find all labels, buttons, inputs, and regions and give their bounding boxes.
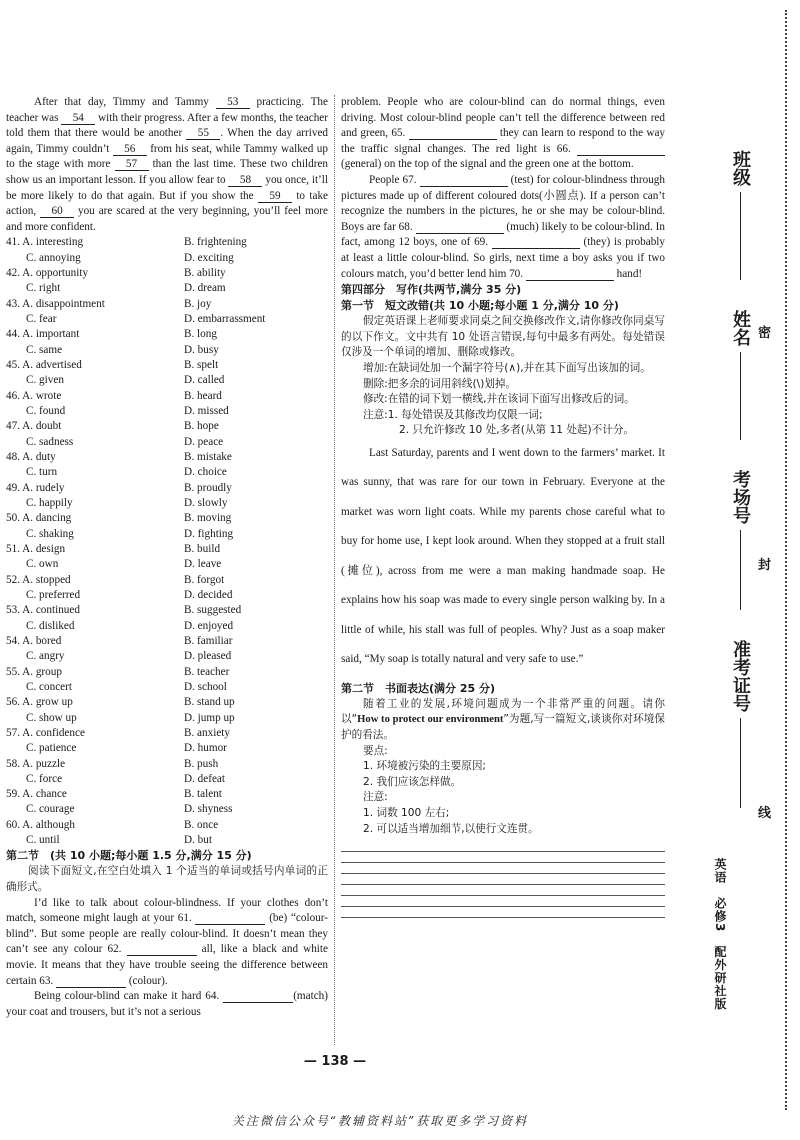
class-line[interactable] [740, 192, 741, 280]
rule-delete: 删除:把多余的词用斜线(\)划掉。 [363, 377, 517, 390]
option-b[interactable]: B. build [184, 542, 221, 555]
option-a[interactable]: 49. A. rudely [6, 481, 65, 494]
grammar-passage-p2-cont: problem. People who are colour-blind can do normal things, even driving. Most colour-blind people can’t tell the difference between red and green, 65. they can learn to respond to the way the traffic signal changes. The red light is 66. (general) on the top of the signal and the green one at the bottom. [341, 96, 666, 171]
option-row [6, 389, 328, 404]
option-row [6, 726, 328, 741]
option-row [6, 511, 328, 526]
option-row [6, 327, 328, 342]
blank-55[interactable]: 55 [186, 127, 220, 140]
option-b[interactable]: B. proudly [184, 481, 232, 494]
binding-margin [680, 0, 800, 1140]
grammar-passage-p3: People 67. (test) for colour-blindness through pictures made up of different coloured dots(小圆点). If a person can’t recognize the numbers in the pictures, he or she may be colour-blind. Boys are far 68. (much) likely to be colour-blind. In fact, among 12 boys, one of 69. (they) is probably at least a little colour-blind. So girls, next time a boy asks you if two colours match, you’d better lend him 70. hand! [341, 173, 666, 280]
option-a[interactable]: 57. A. confidence [6, 726, 85, 739]
option-row [6, 312, 328, 327]
option-row [6, 573, 328, 588]
option-c[interactable]: C. show up [26, 711, 77, 724]
note-b: 2. 可以适当增加细节,以使行文连贯。 [363, 822, 539, 835]
option-b[interactable]: B. stand up [184, 696, 235, 709]
ticket-label: 准考证号 [730, 640, 751, 712]
grammar-passage-p1: I’d like to talk about colour-blindness. If your clothes don’t match, someone might laugh at your 61. (be) “colour-blind”. But some people are really colour-blind. It doesn’t mean they can’t see any colour 62. all, like a black and white movie. It means that they have trouble seeing the difference between certain 63. (colour). [6, 896, 328, 987]
option-b[interactable]: B. long [184, 328, 217, 341]
option-d[interactable]: D. enjoyed [184, 619, 234, 632]
option-a[interactable]: 41. A. interesting [6, 236, 84, 249]
page-number: — 138 — [303, 1054, 367, 1069]
option-b[interactable]: B. once [184, 818, 219, 831]
option-row [6, 588, 328, 603]
option-row [6, 373, 328, 388]
option-c[interactable]: C. right [26, 282, 61, 295]
option-c[interactable]: C. sadness [26, 435, 74, 448]
option-d[interactable]: D. humor [184, 742, 227, 755]
room-label: 考场号 [730, 470, 751, 524]
option-row [6, 450, 328, 465]
option-row [6, 680, 328, 695]
option-row [6, 634, 328, 649]
option-d[interactable]: D. but [184, 834, 212, 847]
option-d[interactable]: D. choice [184, 466, 227, 479]
blank-70[interactable] [526, 268, 614, 281]
option-c[interactable]: C. own [26, 558, 59, 571]
blank-57[interactable]: 57 [115, 158, 149, 171]
option-b[interactable]: B. anxiety [184, 726, 230, 739]
option-row [6, 818, 328, 833]
ticket-field[interactable] [710, 640, 770, 808]
ticket-line[interactable] [740, 718, 741, 808]
option-row [6, 419, 328, 434]
option-row [6, 343, 328, 358]
right-column [341, 95, 665, 918]
option-row [6, 542, 328, 557]
answer-line[interactable] [341, 874, 665, 885]
option-c[interactable]: C. same [26, 343, 63, 356]
option-d[interactable]: D. slowly [184, 496, 228, 509]
binding-dotted-line [785, 10, 787, 1110]
option-d[interactable]: D. fighting [184, 527, 234, 540]
footer-note: 关注微信公众号“教辅资料站”获取更多学习资料 [231, 1114, 529, 1128]
option-b[interactable]: B. mistake [184, 450, 232, 463]
blank-66[interactable] [577, 143, 665, 156]
error-correction-essay[interactable]: Last Saturday, parents and I went down to the farmers’ market. It was sunny, that was rare for our town in February. Everyone at the market was worn light coats. While my parents chose careful what to buy for home use, I kept look around. When they stopped at a fruit stall (摊位), across from me were a man making handmade soap. He explains how his soap was made to every single person walking by. In a little of while, his stall was full of peoples. Why? Just as a soap maker said, “My soap is totally natural and very safe to use.” [341, 446, 665, 666]
blank-62[interactable] [127, 943, 197, 956]
note-1: 注意:1. 每处错误及其修改均仅限一词; [363, 408, 543, 421]
answer-line[interactable] [341, 841, 665, 852]
option-c[interactable]: C. disliked [26, 619, 75, 632]
section-2-title: 第二节 (共 10 小题;每小题 1.5 分,满分 15 分) [6, 849, 252, 863]
option-row [6, 787, 328, 802]
blank-68[interactable] [416, 221, 504, 234]
option-d[interactable]: D. defeat [184, 772, 225, 785]
option-c[interactable]: C. found [26, 404, 66, 417]
option-c[interactable]: C. preferred [26, 588, 81, 601]
answer-line[interactable] [341, 896, 665, 907]
option-a[interactable]: 43. A. disappointment [6, 297, 105, 310]
option-row [6, 235, 328, 250]
section-2-instruction: 阅读下面短文,在空白处填入 1 个适当的单词或括号内单词的正确形式。 [6, 865, 328, 894]
part-4-title: 第四部分 写作(共两节,满分 35 分) [341, 283, 522, 297]
option-d[interactable]: D. embarrassment [184, 312, 266, 325]
options-list [6, 235, 328, 848]
option-a[interactable]: 46. A. wrote [6, 389, 62, 402]
option-d[interactable]: D. exciting [184, 251, 234, 264]
option-row [6, 665, 328, 680]
point-1: 1. 环境被污染的主要原因; [363, 760, 486, 773]
option-row [6, 603, 328, 618]
option-d[interactable]: D. decided [184, 588, 233, 601]
grammar-p2-cont-text: problem. People who are colour-blind can do normal things, even driving. Most colour-blind people can’t tell the difference between red and green, 65. [341, 96, 665, 140]
grammar-passage-p2-tail: (match) your coat and trousers, but it’s not a serious [6, 990, 328, 1018]
option-c[interactable]: C. annoying [26, 251, 81, 264]
option-a[interactable]: 45. A. advertised [6, 358, 82, 371]
option-a[interactable]: 55. A. group [6, 665, 62, 678]
blank-67[interactable] [420, 174, 508, 187]
option-c[interactable]: C. shaking [26, 527, 74, 540]
option-a[interactable]: 56. A. grow up [6, 696, 73, 709]
option-row [6, 695, 328, 710]
option-a[interactable]: 54. A. bored [6, 634, 62, 647]
answer-line[interactable] [341, 852, 665, 863]
option-a[interactable]: 60. A. although [6, 818, 75, 831]
option-b[interactable]: B. talent [184, 788, 222, 801]
option-row [6, 404, 328, 419]
blank-63[interactable] [56, 975, 126, 988]
rule-add: 增加:在缺词处加一个漏字符号(∧),并在其下面写出该加的词。 [363, 361, 651, 374]
option-a[interactable]: 53. A. continued [6, 604, 80, 617]
option-b[interactable]: B. joy [184, 297, 212, 310]
writing-topic: How to protect our environment [357, 714, 504, 726]
blank-54[interactable]: 54 [61, 112, 95, 125]
option-a[interactable]: 44. A. important [6, 328, 80, 341]
column-divider [334, 95, 335, 1045]
option-c[interactable]: C. force [26, 772, 63, 785]
option-c[interactable]: C. fear [26, 312, 57, 325]
option-row [6, 281, 328, 296]
option-row [6, 772, 328, 787]
option-c[interactable]: C. until [26, 834, 60, 847]
error-correction-intro: 假定英语课上老师要求同桌之间交换修改作文,请你修改你同桌写的以下作文。文中共有 10 处语言错误,每句中最多有两处。每处错误仅涉及一个单词的增加、删除或修改。 [341, 315, 665, 359]
option-a[interactable]: 58. A. puzzle [6, 757, 66, 770]
option-c[interactable]: C. given [26, 374, 64, 387]
blank-65[interactable] [409, 127, 497, 140]
option-b[interactable]: B. forgot [184, 573, 225, 586]
option-b[interactable]: B. frightening [184, 236, 247, 249]
option-b[interactable]: B. spelt [184, 358, 219, 371]
note-label: 注意: [363, 791, 388, 804]
option-d[interactable]: D. school [184, 680, 227, 693]
point-2: 2. 我们应该怎样做。 [363, 775, 462, 788]
option-c[interactable]: C. angry [26, 650, 65, 663]
option-d[interactable]: D. jump up [184, 711, 235, 724]
option-a[interactable]: 52. A. stopped [6, 573, 71, 586]
option-row [6, 358, 328, 373]
option-d[interactable]: D. pleased [184, 650, 232, 663]
option-d[interactable]: D. peace [184, 435, 224, 448]
book-info: 英语 必修3 配外研社版 [713, 858, 727, 1011]
blank-64[interactable] [223, 990, 293, 1003]
grammar-passage-p2-start: Being colour-blind can make it hard 64. (match) your coat and trousers, but it’s not a serious [6, 990, 328, 1018]
option-row [6, 435, 328, 450]
option-b[interactable]: B. ability [184, 267, 226, 279]
option-c[interactable]: C. concert [26, 680, 72, 693]
option-b[interactable]: B. teacher [184, 665, 230, 678]
answer-line[interactable] [341, 885, 665, 896]
option-row [6, 757, 328, 772]
option-row [6, 802, 328, 817]
blank-58[interactable]: 58 [228, 174, 262, 187]
option-row [6, 266, 328, 281]
option-b[interactable]: B. familiar [184, 634, 233, 647]
option-row [6, 711, 328, 726]
name-label: 姓名 [730, 310, 751, 346]
option-a[interactable]: 48. A. duty [6, 450, 56, 463]
answer-lines[interactable] [341, 841, 665, 918]
option-b[interactable]: B. heard [184, 389, 222, 402]
option-a[interactable]: 59. A. chance [6, 788, 67, 801]
option-c[interactable]: C. patience [26, 742, 77, 755]
option-d[interactable]: D. leave [184, 558, 222, 571]
option-d[interactable]: D. missed [184, 404, 229, 417]
option-d[interactable]: D. shyness [184, 803, 233, 816]
note-2: 2. 只允许修改 10 处,多者(从第 11 处起)不计分。 [399, 424, 635, 437]
class-field[interactable] [710, 150, 770, 280]
blank-59[interactable]: 59 [258, 190, 292, 203]
seal-feng: 封 [758, 552, 771, 575]
rule-modify: 修改:在错的词下划一横线,并在该词下面写出修改后的词。 [363, 393, 635, 406]
option-d[interactable]: D. called [184, 374, 225, 387]
option-d[interactable]: D. busy [184, 343, 219, 356]
writing-intro: 随着工业的发展,环境问题成为一个非常严重的问题。请你以“How to protect our environment”为题,写一篇短文,谈谈你对环境保护的看法。 [341, 697, 665, 742]
left-column [6, 95, 328, 1020]
option-row [6, 833, 328, 848]
class-label: 班级 [730, 150, 751, 186]
writing-title: 第二节 书面表达(满分 25 分) [341, 681, 496, 695]
option-row [6, 297, 328, 312]
option-row [6, 251, 328, 266]
option-row [6, 465, 328, 480]
answer-line[interactable] [341, 907, 665, 918]
option-a[interactable]: 51. A. design [6, 542, 66, 555]
name-line[interactable] [740, 352, 741, 440]
seal-xian: 线 [758, 800, 771, 823]
room-field[interactable] [710, 470, 770, 610]
option-c[interactable]: C. courage [26, 803, 75, 816]
cloze-passage-ending: After that day, Timmy and Tammy 53 practicing. The teacher was 54 with their progress. After a few months, the teacher told them that there would be another 55 . When the day arrived again, Timmy couldn’t 56 from his seat, while Tammy walked up to the stage with more 57 than the last time. These two children show us an important lesson. If you allow fear to 58 you once, it’ll be more likely to do that again. But if you show the 59 to take action, 60 you are scared at the very beginning, you’ll feel more and more confident. [6, 96, 329, 233]
option-row [6, 481, 328, 496]
blank-61[interactable] [195, 912, 265, 925]
error-correction-title: 第一节 短文改错(共 10 小题;每小题 1 分,满分 10 分) [341, 299, 619, 313]
option-b[interactable]: B. suggested [184, 604, 242, 617]
option-c[interactable]: C. turn [26, 466, 58, 479]
option-c[interactable]: C. happily [26, 496, 73, 509]
option-b[interactable]: B. push [184, 757, 219, 770]
option-row [6, 741, 328, 756]
blank-56[interactable]: 56 [113, 143, 147, 156]
note-a: 1. 词数 100 左右; [363, 807, 450, 820]
option-a[interactable]: 42. A. opportunity [6, 267, 89, 279]
blank-69[interactable] [492, 236, 580, 249]
option-row [6, 557, 328, 572]
blank-53[interactable]: 53 [216, 96, 250, 109]
seal-mi: 密 [758, 320, 771, 343]
option-row [6, 649, 328, 664]
points-label: 要点: [363, 744, 388, 757]
option-row [6, 619, 328, 634]
blank-60[interactable]: 60 [40, 205, 74, 218]
option-d[interactable]: D. dream [184, 282, 226, 295]
answer-line[interactable] [341, 863, 665, 874]
option-row [6, 496, 328, 511]
option-row [6, 527, 328, 542]
room-line[interactable] [740, 530, 741, 610]
option-a[interactable]: 47. A. doubt [6, 420, 62, 433]
option-b[interactable]: B. hope [184, 420, 219, 433]
option-a[interactable]: 50. A. dancing [6, 512, 72, 525]
option-b[interactable]: B. moving [184, 512, 232, 525]
